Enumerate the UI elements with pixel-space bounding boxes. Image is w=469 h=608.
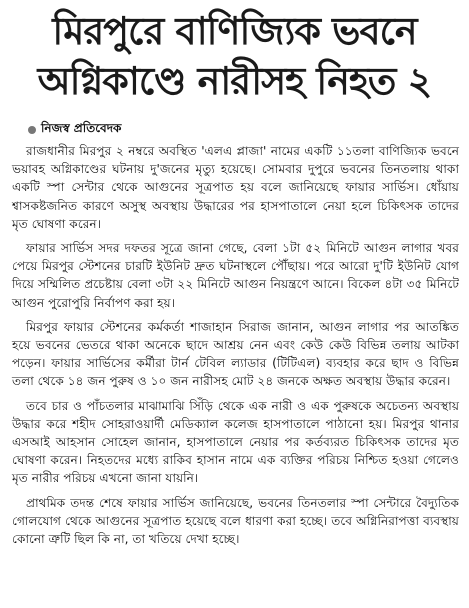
byline bbox=[28, 120, 469, 140]
byline-text: নিজস্ব প্রতিবেদক bbox=[41, 121, 122, 135]
headline-line-1: মিরপুরে বাণিজ্যিক ভবনে bbox=[52, 9, 417, 53]
paragraph-1: রাজধানীর মিরপুর ২ নম্বরে অবস্থিত 'এলএ প্লাজা' নামের একটি ১১তলা বাণিজ্যিক ভবনে ভয়াবহ অগ্নিকাণ্ডের ঘটনায় দু'জনের মৃত্যু হয়েছে। সোমবার দুপুরে ভবনের তিনতলায় থাকা একটি স্পা সেন্টার থেকে আগুনের সূত্রপাত হয় বলে জানিয়েছে ফায়ার সার্ভিস। ধোঁয়ায় শ্বাসকষ্টজনিত কারণে অসুস্থ অবস্থায় উদ্ধারের পর হাসপাতালে নেয়া হলে চিকিৎসক তাদের মৃত ঘোষণা করেন। bbox=[12, 144, 459, 231]
paragraph-4: তবে চার ও পাঁচতলার মাঝামাঝি সিঁড়ি থেকে এক নারী ও এক পুরুষকে অচেতন্য অবস্থায় উদ্ধার করে শহীদ সোহরাওয়ার্দী মেডিক্যাল কলেজ হাসপাতালে পাঠানো হয়। মিরপুর থানার এসআই আহসান সোহেল জানান, হাসপাতালে নেয়ার পর কর্তব্যরত চিকিৎসক তাদের মৃত ঘোষণা করেন। নিহতদের মধ্যে রাকিব হাসান নামে এক ব্যক্তির পরিচয় নিশ্চিত হওয়া গেলেও মৃত নারীর পরিচয় এখনো জানা যায়নি। bbox=[12, 398, 459, 486]
paragraph-3: মিরপুর ফায়ার স্টেশনের কর্মকর্তা শাজাহান সিরাজ জানান, আগুন লাগার পর আতঙ্কিত হয়ে ভবনের ভেতরে থাকা অনেকে ছাদে আশ্রয় নেন এবং কেউ কেউ বিভিন্ন তলায় আটকা পড়েন। ফায়ার সার্ভিসের কর্মীরা টার্ন টেবিল ল্যাডার (টিটিএল) ব্যবহার করে ছাদ ও বিভিন্ন তলা থেকে ১৪ জন পুরুষ ও ১০ জন নারীসহ মোট ২৪ জনকে অক্ষত অবস্থায় উদ্ধার করেন। bbox=[12, 319, 459, 389]
article-body bbox=[12, 142, 459, 548]
article-headline bbox=[6, 6, 463, 106]
headline-line-2: অগ্নিকাণ্ডে নারীসহ নিহত ২ bbox=[37, 59, 432, 103]
paragraph-5: প্রাথমিক তদন্ত শেষে ফায়ার সার্ভিস জানিয়েছে, ভবনের তিনতলার স্পা সেন্টারে বৈদ্যুতিক গোলযোগ থেকে আগুনের সূত্রপাত হয়েছে বলে ধারণা করা হচ্ছে। তবে অগ্নিনিরাপত্তা ব্যবস্থায় কোনো ত্রুটি ছিল কি না, তা খতিয়ে দেখা হচ্ছে। bbox=[12, 495, 459, 547]
paragraph-2: ফায়ার সার্ভিস সদর দফতর সূত্রে জানা গেছে, বেলা ১টা ৫২ মিনিটে আগুন লাগার খবর পেয়ে মিরপুর স্টেশনের চারটি ইউনিট দ্রুত ঘটনাস্থলে পৌঁছায়। পরে আরো দু'টি ইউনিট যোগ দিয়ে সম্মিলিত প্রচেষ্টায় বেলা ৩টা ২২ মিনিটে আগুন নিয়ন্ত্রণে আনে। বিকেল ৪টা ৩৫ মিনিটে আগুন পুরোপুরি নির্বাপণ করা হয়। bbox=[12, 241, 459, 310]
bullet-icon bbox=[28, 126, 36, 134]
